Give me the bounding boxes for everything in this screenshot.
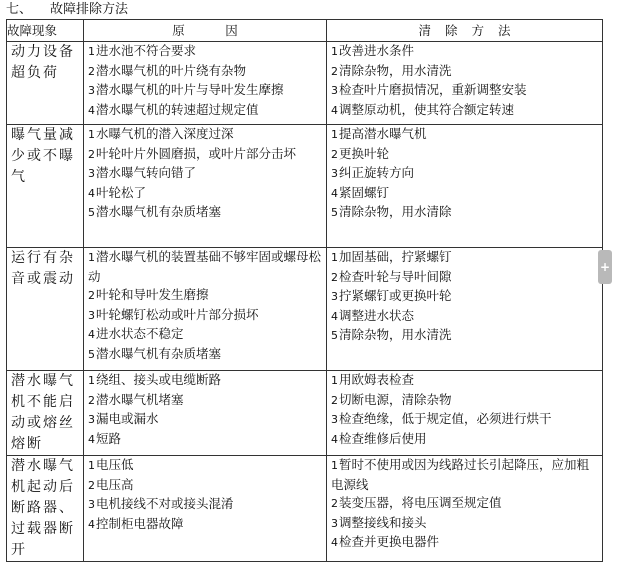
cause-item	[88, 184, 323, 204]
cause-item	[88, 81, 323, 101]
cause-item	[88, 145, 323, 165]
item-text: 进水状态不稳定	[96, 326, 184, 341]
item-number: 3	[88, 167, 95, 180]
item-number: 4	[331, 186, 338, 200]
item-number: 4	[331, 536, 338, 549]
item-number: 5	[88, 206, 95, 219]
cause-item	[88, 456, 323, 476]
remedy-cell	[327, 42, 603, 125]
remedy-item	[331, 248, 599, 268]
item-number: 3	[88, 308, 95, 322]
item-number: 4	[88, 103, 95, 117]
item-number: 5	[331, 329, 338, 342]
plus-icon: +	[599, 260, 611, 274]
header-remedy: 清除方法	[327, 20, 603, 42]
item-text: 调整进水状态	[339, 307, 415, 323]
item-text: 潜水曝气机的装置基础不够牢固或螺母松动	[88, 249, 322, 284]
cause-item	[88, 101, 323, 121]
item-number: 3	[331, 167, 338, 180]
item-number: 1	[88, 45, 95, 58]
remedy-item	[331, 307, 599, 327]
item-number: 3	[331, 516, 338, 530]
item-text: 拧紧螺钉或更换叶轮	[339, 288, 452, 303]
item-text: 潜水曝气机的叶片与导叶发生摩擦	[96, 82, 284, 97]
header-cause: 原 因	[84, 20, 327, 42]
remedy-cell	[327, 371, 603, 456]
phenomenon-cell: 曝气量减少或不曝气	[7, 125, 84, 248]
cause-cell	[84, 371, 327, 456]
section-number: 七、	[6, 2, 33, 17]
section-title: 故障排除方法	[50, 2, 129, 17]
item-text: 潜水曝气机有杂质堵塞	[96, 204, 222, 219]
item-text: 潜水曝气转向错了	[96, 165, 197, 180]
phenomenon-cell: 运行有杂音或震动	[7, 248, 84, 371]
item-text: 检查并更换电器件	[339, 534, 440, 549]
item-text: 检查叶轮与导叶间隙	[339, 268, 452, 284]
item-text: 潜水曝气机有杂质堵塞	[96, 345, 222, 361]
item-text: 切断电源，清除杂物	[339, 391, 452, 407]
item-number: 1	[331, 251, 338, 264]
item-number: 1	[331, 374, 338, 387]
item-text: 电压低	[96, 457, 134, 472]
cause-item	[88, 248, 323, 286]
remedy-item	[331, 125, 599, 145]
table-body	[7, 42, 603, 562]
item-number: 5	[88, 347, 95, 361]
item-text: 绕组、接头或电缆断路	[96, 372, 222, 387]
item-text: 调整原动机，使其符合额定转速	[339, 101, 515, 117]
item-text: 叶轮螺钉松动或叶片部分损坏	[96, 306, 259, 322]
item-text: 进水池不符合要求	[96, 43, 197, 58]
cause-item	[88, 203, 323, 223]
cause-item	[88, 391, 323, 411]
item-text: 叶轮松了	[96, 184, 147, 200]
item-number: 4	[331, 432, 338, 446]
item-number: 3	[331, 290, 338, 303]
cause-cell	[84, 125, 327, 248]
phenomenon-cell: 潜水曝气机起动后断路器、过载器断开	[7, 456, 84, 562]
remedy-item	[331, 101, 599, 121]
cause-item	[88, 476, 323, 496]
item-text: 装变压器，将电压调至规定值	[339, 495, 502, 510]
remedy-item	[331, 62, 599, 82]
cause-item	[88, 345, 323, 365]
cause-item	[88, 410, 323, 430]
remedy-item	[331, 326, 599, 346]
item-number: 3	[88, 498, 95, 511]
item-number: 2	[331, 393, 338, 407]
cause-cell	[84, 42, 327, 125]
table-row	[7, 371, 603, 456]
item-number: 1	[88, 251, 95, 264]
cause-item	[88, 430, 323, 450]
item-number: 1	[331, 459, 338, 472]
item-number: 4	[331, 309, 338, 323]
item-number: 4	[88, 517, 95, 531]
item-text: 改善进水条件	[339, 43, 415, 58]
remedy-item	[331, 287, 599, 307]
remedy-cell	[327, 248, 603, 371]
cause-item	[88, 515, 323, 535]
item-text: 短路	[96, 430, 122, 446]
item-number: 2	[88, 478, 95, 492]
item-text: 纠正旋转方向	[339, 165, 415, 180]
item-number: 2	[88, 64, 95, 78]
item-text: 加固基础，拧紧螺钉	[339, 249, 452, 264]
item-number: 1	[88, 459, 95, 472]
item-text: 潜水曝气机的叶片绕有杂物	[96, 62, 247, 78]
item-number: 4	[331, 103, 338, 117]
item-number: 1	[331, 128, 338, 141]
remedy-cell	[327, 125, 603, 248]
item-text: 紧固螺钉	[339, 184, 390, 200]
remedy-item	[331, 42, 599, 62]
expand-side-tab[interactable]	[598, 250, 612, 284]
table-row	[7, 42, 603, 125]
cause-item	[88, 306, 323, 326]
item-number: 2	[331, 147, 338, 161]
cause-item	[88, 286, 323, 306]
item-number: 2	[331, 270, 338, 284]
item-text: 提高潜水曝气机	[339, 126, 427, 141]
cause-item	[88, 164, 323, 184]
section-heading	[6, 1, 128, 18]
fault-table	[6, 19, 603, 562]
item-text: 检查绝缘，低于规定值，必须进行烘干	[339, 411, 552, 426]
remedy-item	[331, 145, 599, 165]
item-text: 调整接线和接头	[339, 514, 427, 530]
remedy-item	[331, 268, 599, 288]
item-number: 2	[88, 289, 95, 302]
item-text: 控制柜电器故障	[96, 515, 184, 531]
item-text: 清除杂物，用水清除	[339, 204, 452, 219]
item-text: 清除杂物，用水清洗	[339, 327, 452, 342]
cause-cell	[84, 456, 327, 562]
phenomenon-cell: 潜水曝气机不能启动或熔丝熔断	[7, 371, 84, 456]
table-row	[7, 456, 603, 562]
remedy-item	[331, 430, 599, 450]
item-text: 潜水曝气机的转速超过规定值	[96, 101, 259, 117]
item-number: 4	[88, 432, 95, 446]
item-text: 电机接线不对或接头混淆	[96, 496, 234, 511]
cause-item	[88, 125, 323, 145]
remedy-item	[331, 391, 599, 411]
remedy-cell	[327, 456, 603, 562]
item-number: 1	[88, 374, 95, 387]
item-text: 潜水曝气机堵塞	[96, 391, 184, 407]
cause-item	[88, 495, 323, 515]
cause-item	[88, 325, 323, 345]
phenomenon-cell: 动力设备超负荷	[7, 42, 84, 125]
item-number: 2	[331, 64, 338, 78]
item-number: 2	[88, 147, 95, 161]
item-number: 3	[331, 84, 338, 97]
cause-cell	[84, 248, 327, 371]
remedy-item	[331, 164, 599, 184]
item-number: 3	[331, 413, 338, 426]
remedy-item	[331, 184, 599, 204]
cause-item	[88, 42, 323, 62]
item-text: 检查维修后使用	[339, 430, 427, 446]
remedy-item	[331, 514, 599, 534]
item-text: 清除杂物，用水清洗	[339, 62, 452, 78]
item-number: 2	[331, 497, 338, 510]
item-number: 4	[88, 328, 95, 341]
item-number: 5	[331, 206, 338, 219]
cause-item	[88, 62, 323, 82]
remedy-item	[331, 203, 599, 223]
remedy-item	[331, 371, 599, 391]
item-text: 检查叶片磨损情况，重新调整安装	[339, 82, 527, 97]
header-phenomenon: 故障现象	[7, 20, 84, 42]
item-number: 3	[88, 84, 95, 97]
remedy-item	[331, 533, 599, 553]
item-text: 用欧姆表检查	[339, 372, 415, 387]
item-text: 叶轮叶片外圆磨损，或叶片部分击坏	[96, 145, 297, 161]
item-text: 电压高	[96, 476, 134, 492]
remedy-item	[331, 456, 599, 494]
table-row	[7, 125, 603, 248]
item-number: 3	[88, 413, 95, 426]
item-text: 水曝气机的潜入深度过深	[96, 126, 234, 141]
item-text: 暂时不使用或因为线路过长引起降压，应加粗电源线	[331, 457, 590, 492]
cause-item	[88, 371, 323, 391]
remedy-item	[331, 494, 599, 514]
item-text: 更换叶轮	[339, 145, 390, 161]
item-number: 2	[88, 393, 95, 407]
remedy-item	[331, 81, 599, 101]
table-row	[7, 248, 603, 371]
item-number: 1	[88, 128, 95, 141]
item-number: 4	[88, 186, 95, 200]
item-text: 漏电或漏水	[96, 411, 159, 426]
item-text: 叶轮和导叶发生磨擦	[96, 287, 209, 302]
header-row	[7, 20, 603, 42]
item-number: 1	[331, 45, 338, 58]
remedy-item	[331, 410, 599, 430]
